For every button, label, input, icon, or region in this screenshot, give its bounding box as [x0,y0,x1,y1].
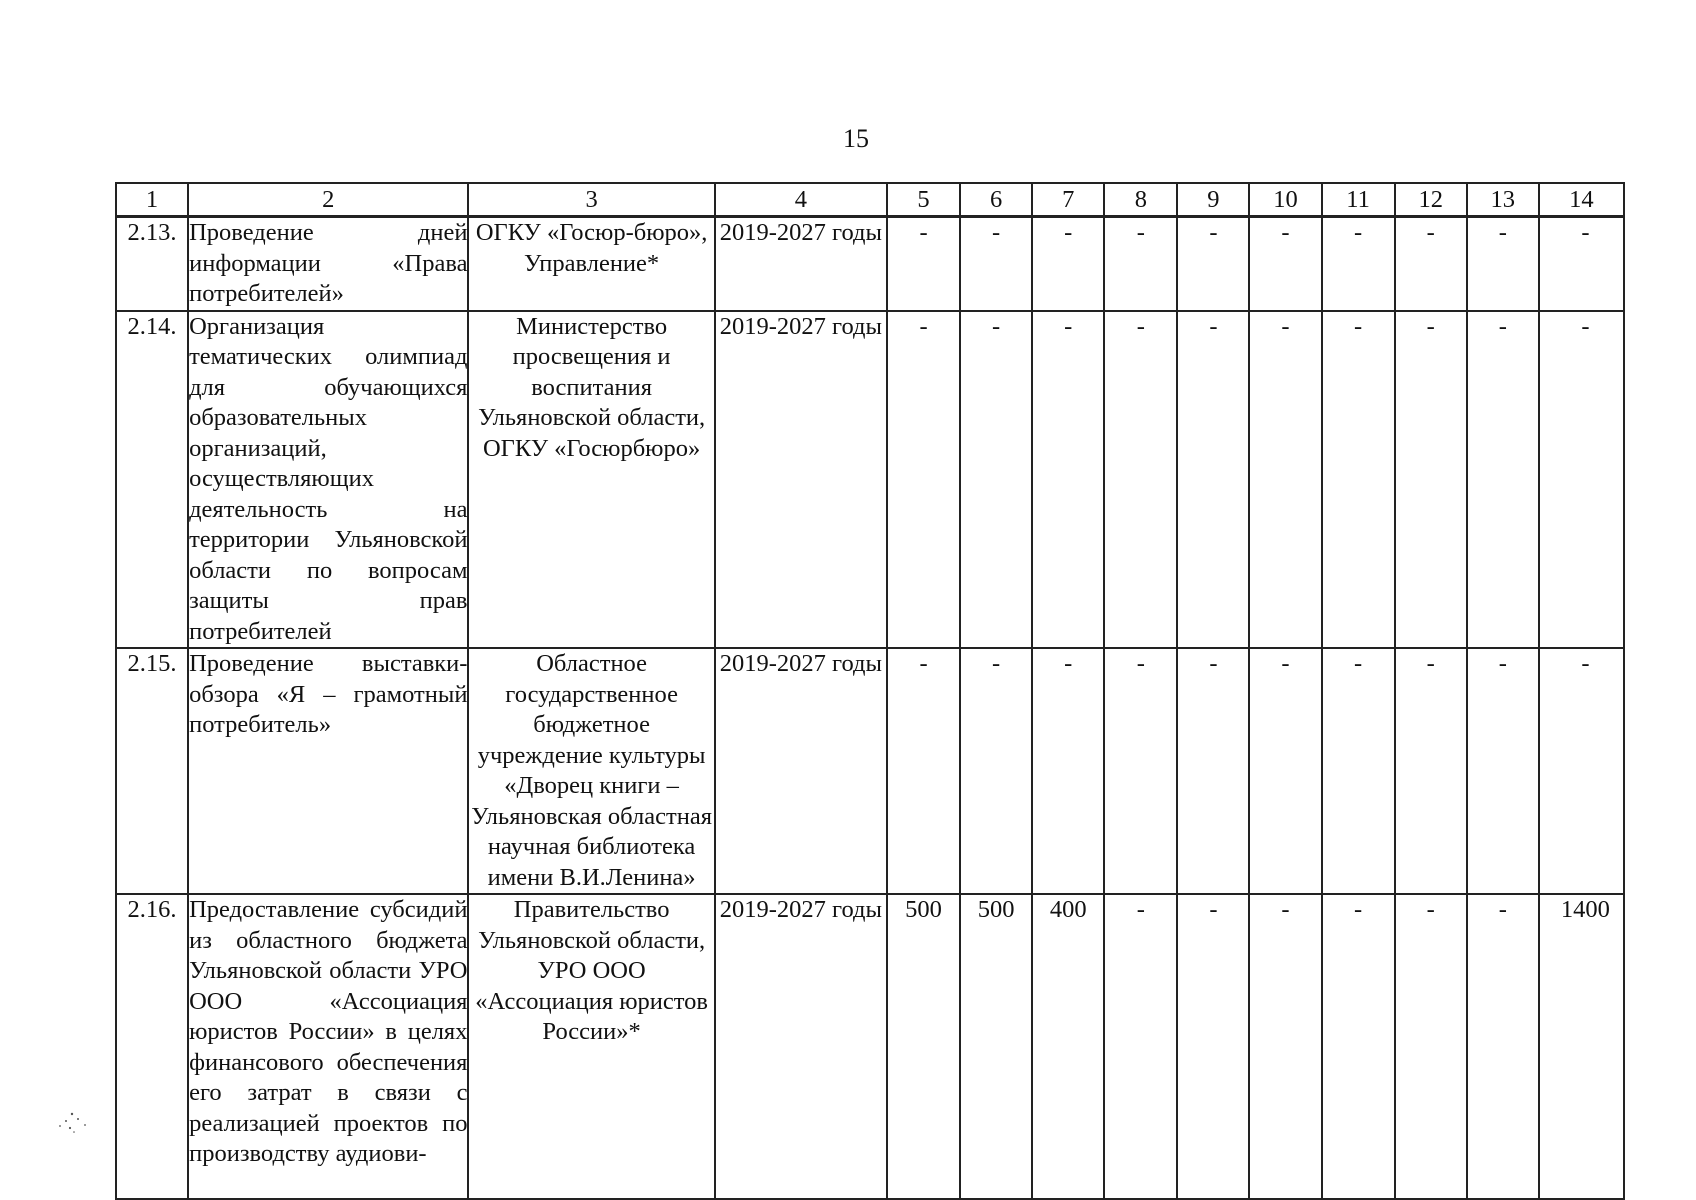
value-cell: - [960,311,1032,649]
column-header: 6 [960,183,1032,217]
value-cell: - [887,217,960,311]
value-cell: - [887,311,960,649]
value-cell: - [1104,311,1177,649]
value-cell: - [1177,648,1249,894]
value-cell: - [1539,648,1624,894]
column-header: 3 [468,183,714,217]
column-header: 1 [116,183,188,217]
row-number: 2.13. [116,217,188,311]
value-cell: - [1467,217,1539,311]
column-header: 13 [1467,183,1539,217]
value-cell: - [1104,648,1177,894]
value-cell: - [1032,648,1104,894]
value-cell: - [1467,311,1539,649]
value-cell: - [1104,217,1177,311]
executor-cell: ОГКУ «Госюр-бюро», Управление* [468,217,714,311]
value-cell: - [1539,217,1624,311]
column-header: 14 [1539,183,1624,217]
column-header: 11 [1322,183,1395,217]
period-cell: 2019-2027 годы [715,894,887,1199]
value-cell: - [1249,894,1321,1199]
column-header: 10 [1249,183,1321,217]
column-header: 5 [887,183,960,217]
value-cell: - [960,648,1032,894]
header-row [116,183,1624,217]
activity-description: Организация тематических олимпиад для обучающихся образовательных организаций, осуществляющих деятельность на территории Ульяновской области по вопросам защиты прав потребителей [188,311,468,649]
value-cell: - [1032,311,1104,649]
value-cell: 500 [887,894,960,1199]
executor-cell: Областное государственное бюджетное учреждение культуры «Дворец книги – Ульяновская областная научная библиотека имени В.И.Ленина» [468,648,714,894]
column-header: 4 [715,183,887,217]
period-cell: 2019-2027 годы [715,648,887,894]
value-cell: - [1104,894,1177,1199]
table-row [116,894,1624,1199]
value-cell: - [1395,894,1467,1199]
value-cell: - [1177,217,1249,311]
value-cell: 1400 [1539,894,1624,1199]
value-cell: 400 [1032,894,1104,1199]
executor-cell: Министерство просвещения и воспитания Ульяновской области, ОГКУ «Госюрбюро» [468,311,714,649]
value-cell: - [1249,217,1321,311]
value-cell: - [1249,311,1321,649]
value-cell: - [1467,648,1539,894]
scan-speckle-marks [52,1110,92,1138]
period-cell: 2019-2027 годы [715,311,887,649]
column-header: 9 [1177,183,1249,217]
program-table [115,182,1625,1200]
column-header: 7 [1032,183,1104,217]
value-cell: - [1322,311,1395,649]
value-cell: - [1177,311,1249,649]
value-cell: - [1322,648,1395,894]
value-cell: 500 [960,894,1032,1199]
column-header: 2 [188,183,468,217]
executor-cell: Правительство Ульяновской области, УРО ООО «Ассоциация юристов России»* [468,894,714,1199]
value-cell: - [1032,217,1104,311]
value-cell: - [1249,648,1321,894]
row-number: 2.16. [116,894,188,1199]
column-header: 8 [1104,183,1177,217]
value-cell: - [1322,217,1395,311]
value-cell: - [1395,311,1467,649]
value-cell: - [960,217,1032,311]
value-cell: - [1539,311,1624,649]
activity-description: Проведение выставки-обзора «Я – грамотный потребитель» [188,648,468,894]
table-row [116,217,1624,311]
period-cell: 2019-2027 годы [715,217,887,311]
value-cell: - [1322,894,1395,1199]
value-cell: - [1395,648,1467,894]
value-cell: - [1395,217,1467,311]
value-cell: - [1467,894,1539,1199]
page-number: 15 [843,124,869,153]
table-row [116,648,1624,894]
table-row [116,311,1624,649]
row-number: 2.14. [116,311,188,649]
column-header: 12 [1395,183,1467,217]
row-number: 2.15. [116,648,188,894]
value-cell: - [1177,894,1249,1199]
activity-description: Предоставление субсидий из областного бюджета Ульяновской области УРО ООО «Ассоциация юристов России» в целях финансового обеспечения его затрат в связи с реализацией проектов по производству аудиови- [188,894,468,1199]
value-cell: - [887,648,960,894]
activity-description: Проведение дней информации «Права потребителей» [188,217,468,311]
